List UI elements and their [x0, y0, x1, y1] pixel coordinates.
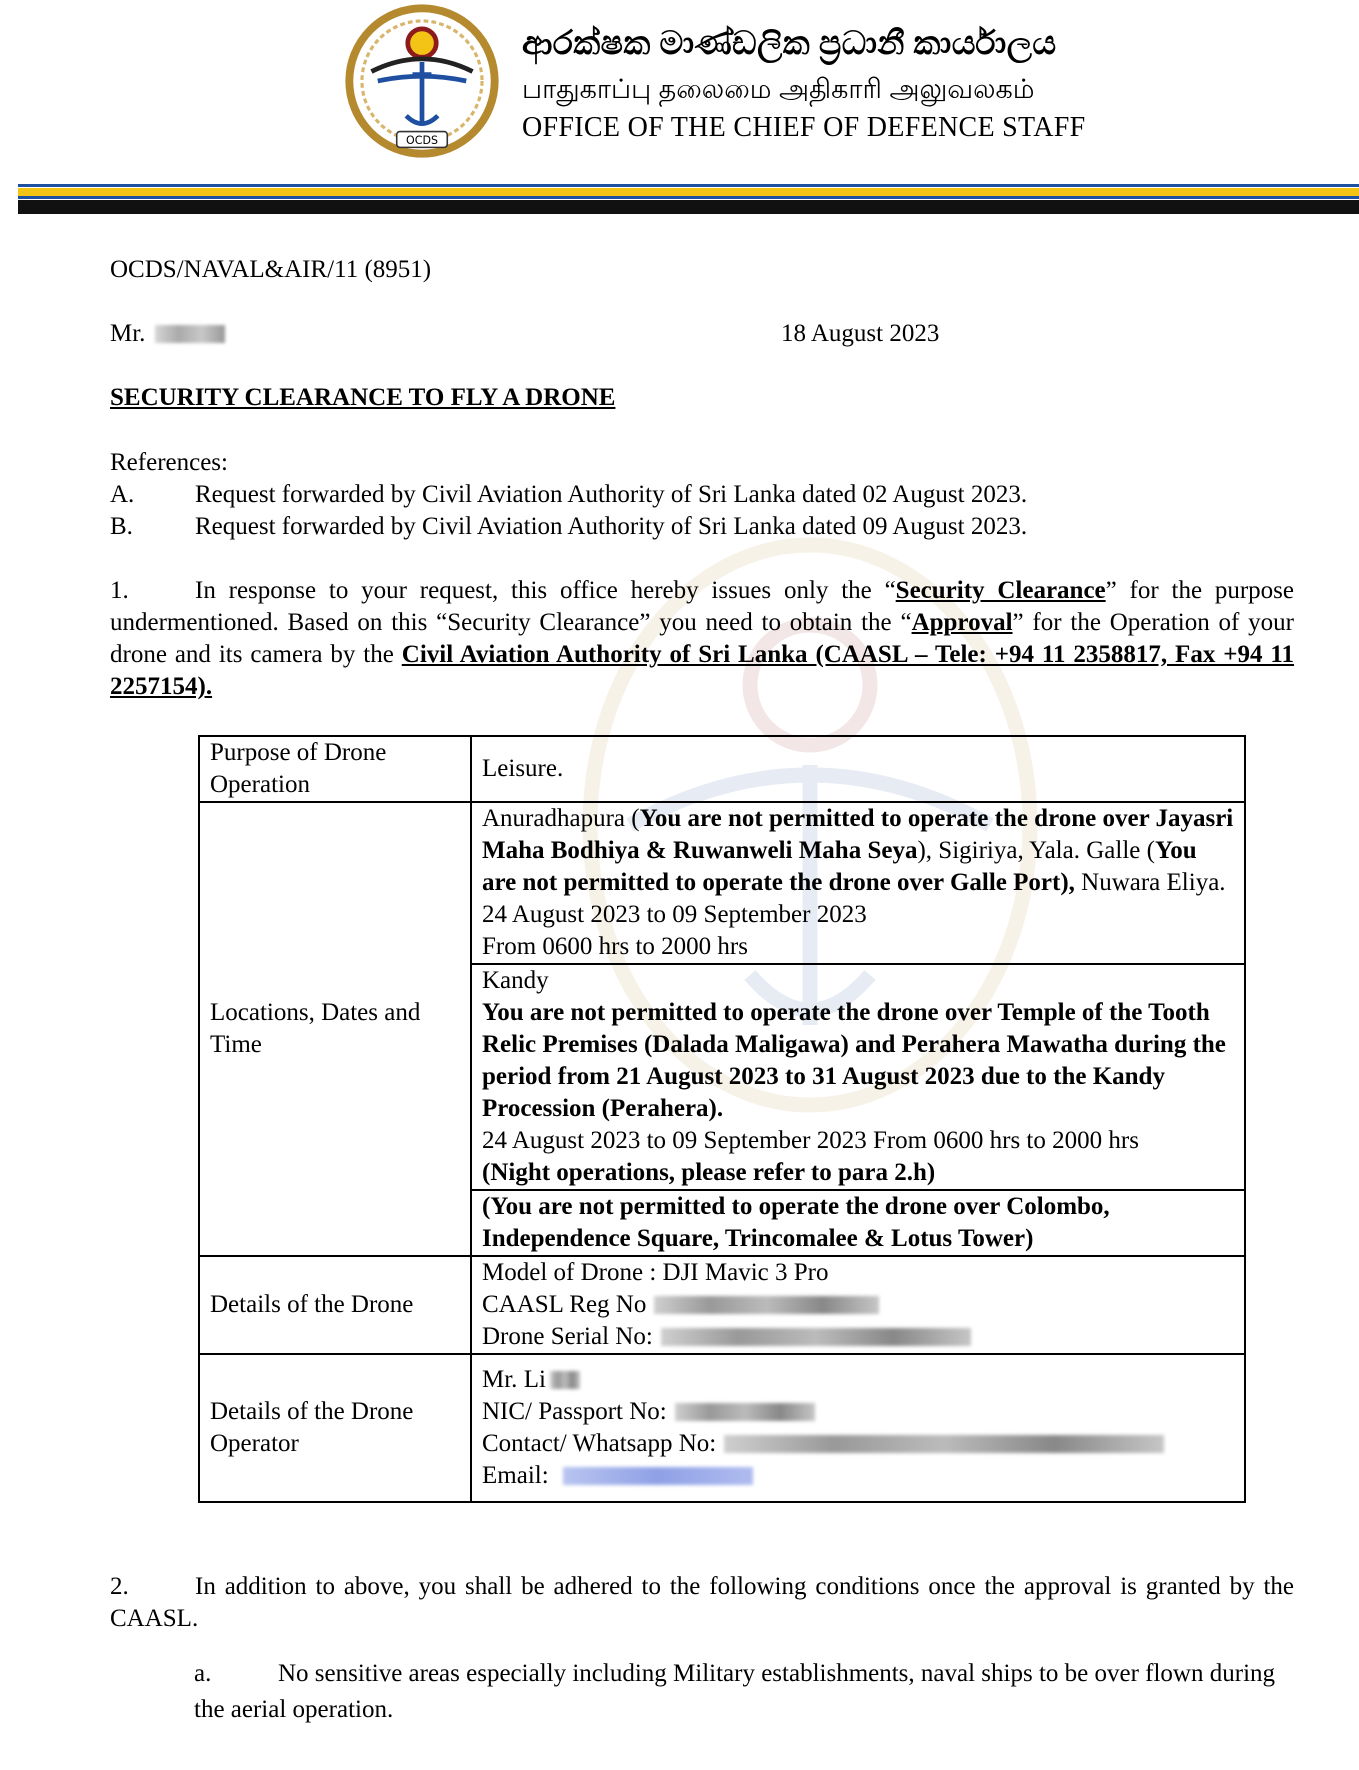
redacted-nic — [675, 1403, 815, 1421]
drone-details-label: Details of the Drone — [199, 1256, 471, 1354]
approval-term: Approval — [911, 609, 1013, 636]
crest-label: OCDS — [406, 134, 438, 148]
purpose-label: Purpose of Drone Operation — [199, 736, 471, 802]
para1-text: ” for the Operation of your drone and its camera by the — [110, 609, 1294, 668]
reference-number: OCDS/NAVAL&AIR/11 (8951) — [110, 256, 432, 283]
ocds-crest-icon — [342, 2, 502, 160]
location-cell-3: (You are not permitted to operate the drone over Colombo, Independence Square, Trincomalee & Lotus Tower) — [471, 1190, 1245, 1256]
paragraph-2 — [110, 1571, 1294, 1635]
operator-contact-label: Contact/ Whatsapp No: — [482, 1430, 717, 1457]
redacted-operator-name — [550, 1371, 580, 1389]
purpose-value: Leisure. — [471, 736, 1245, 802]
redacted-reg-no — [654, 1296, 879, 1314]
reference-text: Request forwarded by Civil Aviation Authority of Sri Lanka dated 09 August 2023. — [195, 513, 1028, 540]
location-text: Anuradhapura ( — [482, 805, 640, 832]
drone-reg-label: CAASL Reg No — [482, 1291, 647, 1318]
header-stripe-blue — [18, 196, 1359, 199]
letter-date: 18 August 2023 — [781, 320, 940, 347]
operator-name: Li — [523, 1366, 546, 1393]
redacted-serial-no — [661, 1328, 971, 1346]
operator-email-label: Email: — [482, 1462, 549, 1489]
addressee — [110, 318, 225, 350]
clearance-details-table — [198, 735, 1246, 1503]
paragraph-number: 2. — [110, 1573, 129, 1600]
location-restriction: You are not permitted to operate the drone over Galle Port), — [482, 837, 1197, 896]
reference-item — [110, 479, 1027, 511]
table-row — [199, 736, 1245, 802]
references-heading: References: — [110, 449, 228, 476]
english-title: OFFICE OF THE CHIEF OF DEFENCE STAFF — [522, 112, 1086, 143]
drone-details-value — [471, 1256, 1245, 1354]
redacted-name — [155, 325, 225, 343]
sinhala-title: ආරක්ෂක මාණ්ඩලික ප්‍රධානී කාර්යාලය — [522, 26, 1057, 62]
paragraph-number: 1. — [110, 577, 129, 604]
location-text: ), Sigiriya, Yala. Galle ( — [917, 837, 1155, 864]
condition-text: No sensitive areas especially including Military establishments, naval ships to be over flown during the aerial operation. — [194, 1660, 1276, 1723]
letter-subject: SECURITY CLEARANCE TO FLY A DRONE — [110, 384, 616, 411]
table-row — [199, 1256, 1245, 1354]
operator-name-prefix: Mr. — [482, 1366, 518, 1393]
reference-label: A. — [110, 481, 135, 508]
condition-label: a. — [194, 1660, 212, 1687]
night-operations-note: (Night operations, please refer to para 2.h) — [482, 1159, 936, 1186]
header-stripe-black — [18, 200, 1359, 214]
redacted-contact — [724, 1435, 1164, 1453]
caasl-contact: Civil Aviation Authority of Sri Lanka (CAASL – Tele: +94 11 2358817, Fax +94 11 2257154). — [110, 641, 1295, 700]
reference-label: B. — [110, 513, 133, 540]
location-dates: 24 August 2023 to 09 September 2023 — [482, 901, 867, 928]
operator-nic-label: NIC/ Passport No: — [482, 1398, 667, 1425]
location-restriction: You are not permitted to operate the drone over Jayasri Maha Bodhiya & Ruwanweli Maha Seya — [482, 805, 1234, 864]
security-clearance-term: Security Clearance — [895, 577, 1106, 604]
locations-label: Locations, Dates and Time — [199, 802, 471, 1256]
location-place: Kandy — [482, 967, 549, 994]
location-dates-time: 24 August 2023 to 09 September 2023 From 0600 hrs to 2000 hrs — [482, 1127, 1139, 1154]
reference-text: Request forwarded by Civil Aviation Authority of Sri Lanka dated 02 August 2023. — [195, 481, 1028, 508]
redacted-email-link[interactable] — [563, 1467, 753, 1485]
location-text: Nuwara Eliya. — [1074, 869, 1226, 896]
location-cell-2 — [471, 964, 1245, 1190]
para2-text: In addition to above, you shall be adhered to the following conditions once the approval is granted by the CAASL. — [110, 1573, 1294, 1632]
para1-text: ” for the purpose undermentioned. Based on this “Security Clearance” you need to obtain the “ — [110, 577, 1294, 636]
tamil-title: பாதுகாப்பு தலைமை அதிகாரி அலுவலகம் — [522, 74, 1035, 104]
drone-model: Model of Drone : DJI Mavic 3 Pro — [482, 1259, 829, 1286]
letterhead — [0, 0, 1359, 200]
para1-text: In response to your request, this office hereby issues only the “ — [195, 577, 896, 604]
header-stripe-blue — [18, 184, 1359, 187]
operator-details-value — [471, 1354, 1245, 1502]
kandy-restriction: You are not permitted to operate the drone over Temple of the Tooth Relic Premises (Dalada Maligawa) and Perahera Mawatha during the period from 21 August 2023 to 31 August 2023 due to the Kandy Procession (Perahera). — [482, 999, 1226, 1122]
location-time: From 0600 hrs to 2000 hrs — [482, 933, 748, 960]
location-cell-1 — [471, 802, 1245, 964]
reference-item — [110, 511, 1027, 543]
header-stripe-yellow — [18, 188, 1359, 196]
table-row — [199, 802, 1245, 964]
condition-a — [194, 1656, 1294, 1728]
drone-serial-label: Drone Serial No: — [482, 1323, 653, 1350]
addressee-prefix: Mr. — [110, 320, 146, 347]
paragraph-1 — [110, 575, 1294, 703]
operator-details-label: Details of the Drone Operator — [199, 1354, 471, 1502]
table-row — [199, 1354, 1245, 1502]
